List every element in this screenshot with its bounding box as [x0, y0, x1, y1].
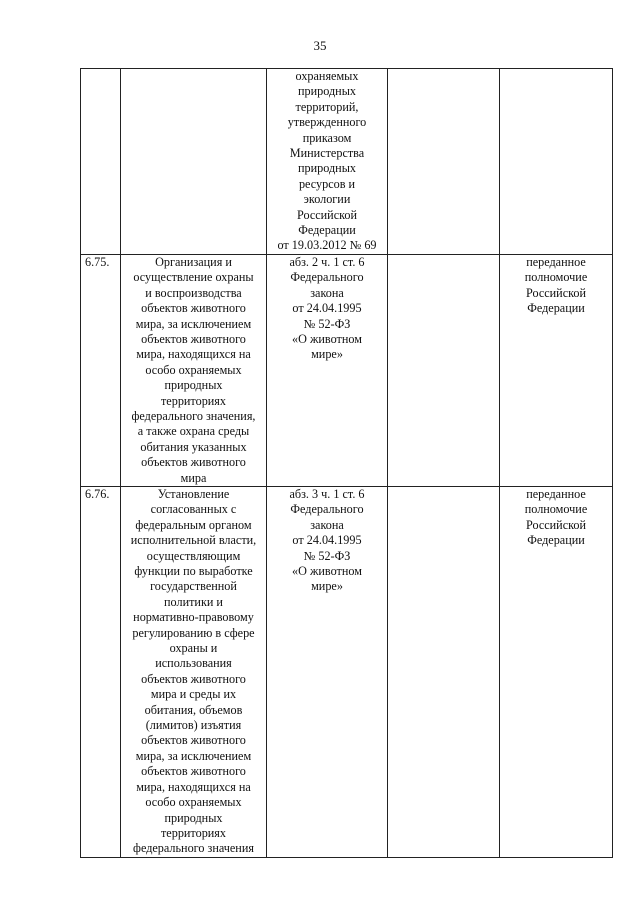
- cell-text-line: объектов животного: [141, 301, 246, 316]
- cell-text-line: мире»: [311, 579, 343, 594]
- authority-name-cell: [121, 254, 267, 486]
- cell-text-line: осуществляющим: [146, 548, 241, 563]
- cell-text-line: особо охраняемых: [145, 362, 242, 377]
- cell-text-line: обитания, объемов: [144, 702, 243, 717]
- cell-text-line: территориях: [160, 825, 227, 840]
- cell-text-line: мира, находящихся на: [136, 779, 251, 794]
- cell-text-line: использования: [155, 656, 232, 671]
- cell-text-line: Федерации: [298, 223, 356, 238]
- cell-text-line: от 19.03.2012 № 69: [277, 238, 377, 253]
- cell-text-line: Организация и: [155, 254, 232, 269]
- row-number-cell: 6.76.: [81, 486, 121, 857]
- cell-text-line: объектов животного: [141, 764, 246, 779]
- cell-text-line: осуществление охраны: [133, 270, 254, 285]
- cell-text-line: Установление: [157, 486, 230, 501]
- table-row: [81, 486, 613, 857]
- cell-text-line: государственной: [150, 579, 237, 594]
- legal-basis-cell: [267, 486, 388, 857]
- cell-text-line: Министерства: [289, 146, 365, 161]
- cell-text-line: федерального значения,: [131, 408, 256, 423]
- cell-text-line: ресурсов и: [298, 176, 356, 191]
- cell-text-line: полномочие: [524, 502, 588, 517]
- cell-text-line: Российской: [525, 285, 587, 300]
- cell-text-line: № 52-ФЗ: [303, 316, 351, 331]
- cell-text-line: функции по выработке: [134, 564, 253, 578]
- note-cell: [500, 254, 613, 486]
- cell-text-line: мира, за исключением: [135, 748, 252, 763]
- cell-text-line: Федерального: [290, 502, 364, 517]
- cell-text-line: экологии: [303, 192, 351, 207]
- cell-text-line: охраны и: [169, 641, 218, 656]
- cell-text-line: природных: [298, 161, 356, 176]
- cell-text-line: Российской: [525, 517, 587, 532]
- cell-text-line: от 24.04.1995: [292, 533, 362, 548]
- cell-text-line: Федерации: [527, 533, 585, 548]
- cell-text-line: федерального значения: [133, 841, 254, 856]
- empty-cell: [388, 254, 500, 486]
- legal-basis-cell: [267, 254, 388, 486]
- cell-text-line: объектов животного: [141, 733, 246, 748]
- cell-text-line: обитания указанных: [140, 439, 247, 454]
- cell-text-line: мире»: [311, 347, 343, 362]
- cell-text-line: абз. 3 ч. 1 ст. 6: [289, 486, 365, 501]
- empty-cell: [388, 486, 500, 857]
- cell-text-line: особо охраняемых: [145, 795, 242, 810]
- cell-text-line: объектов животного: [141, 455, 246, 470]
- cell-text-line: объектов животного: [141, 331, 246, 346]
- cell-text-line: № 52-ФЗ: [303, 548, 351, 563]
- cell-text-line: «О животном: [292, 331, 362, 346]
- cell-text-line: Федерации: [527, 301, 585, 316]
- table-row: [81, 69, 613, 255]
- cell-text-line: природных: [298, 84, 356, 99]
- cell-text-line: переданное: [526, 486, 586, 501]
- cell-text-line: мира, находящихся на: [136, 347, 251, 362]
- cell-text-line: регулированию в сфере: [132, 625, 255, 640]
- cell-text-line: (лимитов) изъятия: [145, 718, 242, 733]
- cell-text-line: закона: [310, 285, 344, 300]
- cell-text-line: утвержденного: [287, 115, 367, 130]
- cell-text-line: мира и среды их: [150, 687, 237, 702]
- cell-text-line: согласованных с: [150, 502, 237, 517]
- cell-text-line: объектов животного: [141, 671, 246, 686]
- cell-text-line: приказом: [302, 130, 352, 145]
- cell-text-line: а также охрана среды: [137, 424, 250, 439]
- cell-text-line: абз. 2 ч. 1 ст. 6: [289, 254, 365, 269]
- cell-text-line: переданное: [526, 254, 586, 269]
- cell-text-line: от 24.04.1995: [292, 301, 362, 316]
- page-number: 35: [313, 38, 327, 53]
- empty-cell: [388, 69, 500, 255]
- cell-text-line: Российской: [296, 207, 358, 222]
- cell-text-line: территорий,: [295, 99, 359, 114]
- note-cell: [500, 69, 613, 255]
- authority-table: [80, 68, 613, 858]
- authority-name-cell: [121, 486, 267, 857]
- cell-text-line: и воспроизводства: [145, 285, 242, 300]
- cell-text-line: территориях: [160, 393, 227, 408]
- cell-text-line: охраняемых: [295, 69, 359, 83]
- cell-text-line: закона: [310, 517, 344, 532]
- cell-text-line: федеральным органом: [135, 517, 252, 532]
- row-number-cell: 6.75.: [81, 254, 121, 486]
- legal-basis-cell: [267, 69, 388, 255]
- cell-text-line: нормативно-правовому: [133, 610, 254, 625]
- row-number-cell: [81, 69, 121, 255]
- cell-text-line: природных: [164, 378, 223, 393]
- table-row: [81, 254, 613, 486]
- authority-name-cell: [121, 69, 267, 255]
- cell-text-line: мира: [180, 470, 207, 485]
- cell-text-line: «О животном: [292, 564, 362, 578]
- cell-text-line: природных: [164, 810, 223, 825]
- note-cell: [500, 486, 613, 857]
- cell-text-line: мира, за исключением: [135, 316, 252, 331]
- cell-text-line: исполнительной власти,: [130, 533, 257, 548]
- cell-text-line: политики и: [164, 594, 223, 609]
- cell-text-line: полномочие: [524, 270, 588, 285]
- cell-text-line: Федерального: [290, 270, 364, 285]
